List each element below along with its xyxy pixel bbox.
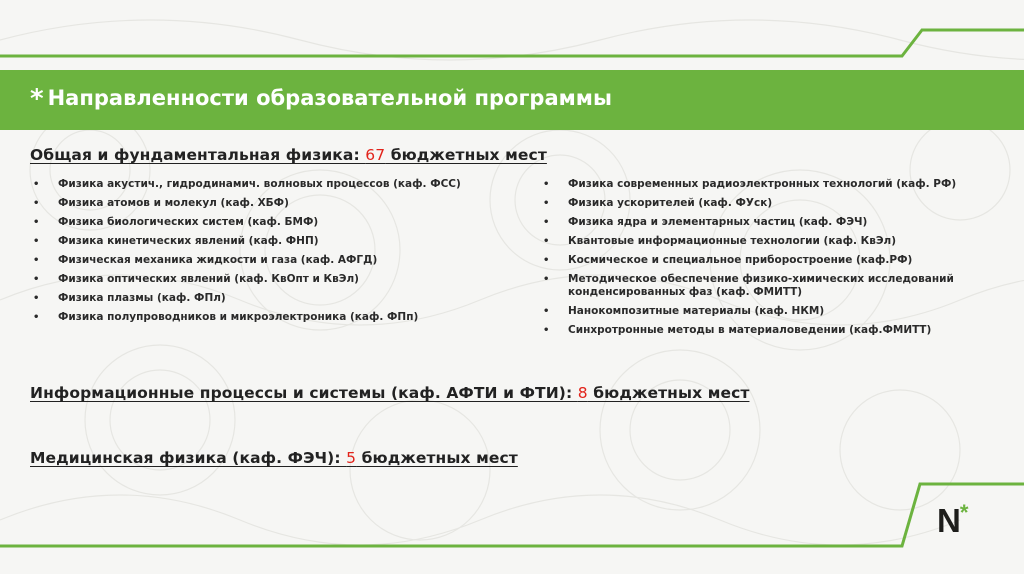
list-item: • Физика оптических явлений (каф. КвОпт и КвЭл) (30, 273, 530, 286)
list-item: • Физическая механика жидкости и газа (каф. АФГД) (30, 254, 530, 267)
list-item: • Космическое и специальное приборостроение (каф.РФ) (540, 254, 1005, 267)
asterisk-icon: * (30, 84, 44, 114)
list-item: • Физика современных радиоэлектронных технологий (каф. РФ) (540, 178, 1005, 191)
program-list-right (540, 178, 1005, 343)
list-item: • Физика полупроводников и микроэлектроника (каф. ФПп) (30, 311, 530, 324)
list-item: • Методическое обеспечение физико-химических исследований конденсированных фаз (каф. ФМИТТ) (540, 273, 1005, 299)
budget-count: 67 (365, 146, 386, 164)
list-item: • Синхротронные методы в материаловедении (каф.ФМИТТ) (540, 324, 1005, 337)
list-item: • Нанокомпозитные материалы (каф. НКМ) (540, 305, 1005, 318)
brand-logo (937, 502, 968, 537)
page-title-text: Направленности образовательной программы (47, 86, 612, 110)
bottom-decorative-line (0, 470, 1024, 574)
logo-asterisk-icon: * (959, 500, 969, 525)
section-title-information-processes: Информационные процессы и системы (каф. АФТИ и ФТИ): 8 бюджетных мест (30, 384, 750, 402)
list-item: • Физика кинетических явлений (каф. ФНП) (30, 235, 530, 248)
list-item: • Квантовые информационные технологии (каф. КвЭл) (540, 235, 1005, 248)
list-item: • Физика биологических систем (каф. БМФ) (30, 216, 530, 229)
top-decorative-line (0, 0, 1024, 70)
budget-count: 8 (577, 384, 588, 402)
list-item: • Физика ускорителей (каф. ФУск) (540, 197, 1005, 210)
page-title (30, 84, 612, 114)
list-item: • Физика атомов и молекул (каф. ХБФ) (30, 197, 530, 210)
list-item: • Физика плазмы (каф. ФПл) (30, 292, 530, 305)
list-item: • Физика ядра и элементарных частиц (каф. ФЭЧ) (540, 216, 1005, 229)
program-list-left (30, 178, 530, 330)
list-item: • Физика акустич., гидродинамич. волновых процессов (каф. ФСС) (30, 178, 530, 191)
logo-letter: N (937, 502, 961, 539)
title-banner (0, 70, 1024, 130)
section-title-general-physics: Общая и фундаментальная физика: 67 бюджетных мест (30, 146, 547, 164)
section-title-medical-physics: Медицинская физика (каф. ФЭЧ): 5 бюджетных мест (30, 449, 518, 467)
budget-count: 5 (346, 449, 357, 467)
